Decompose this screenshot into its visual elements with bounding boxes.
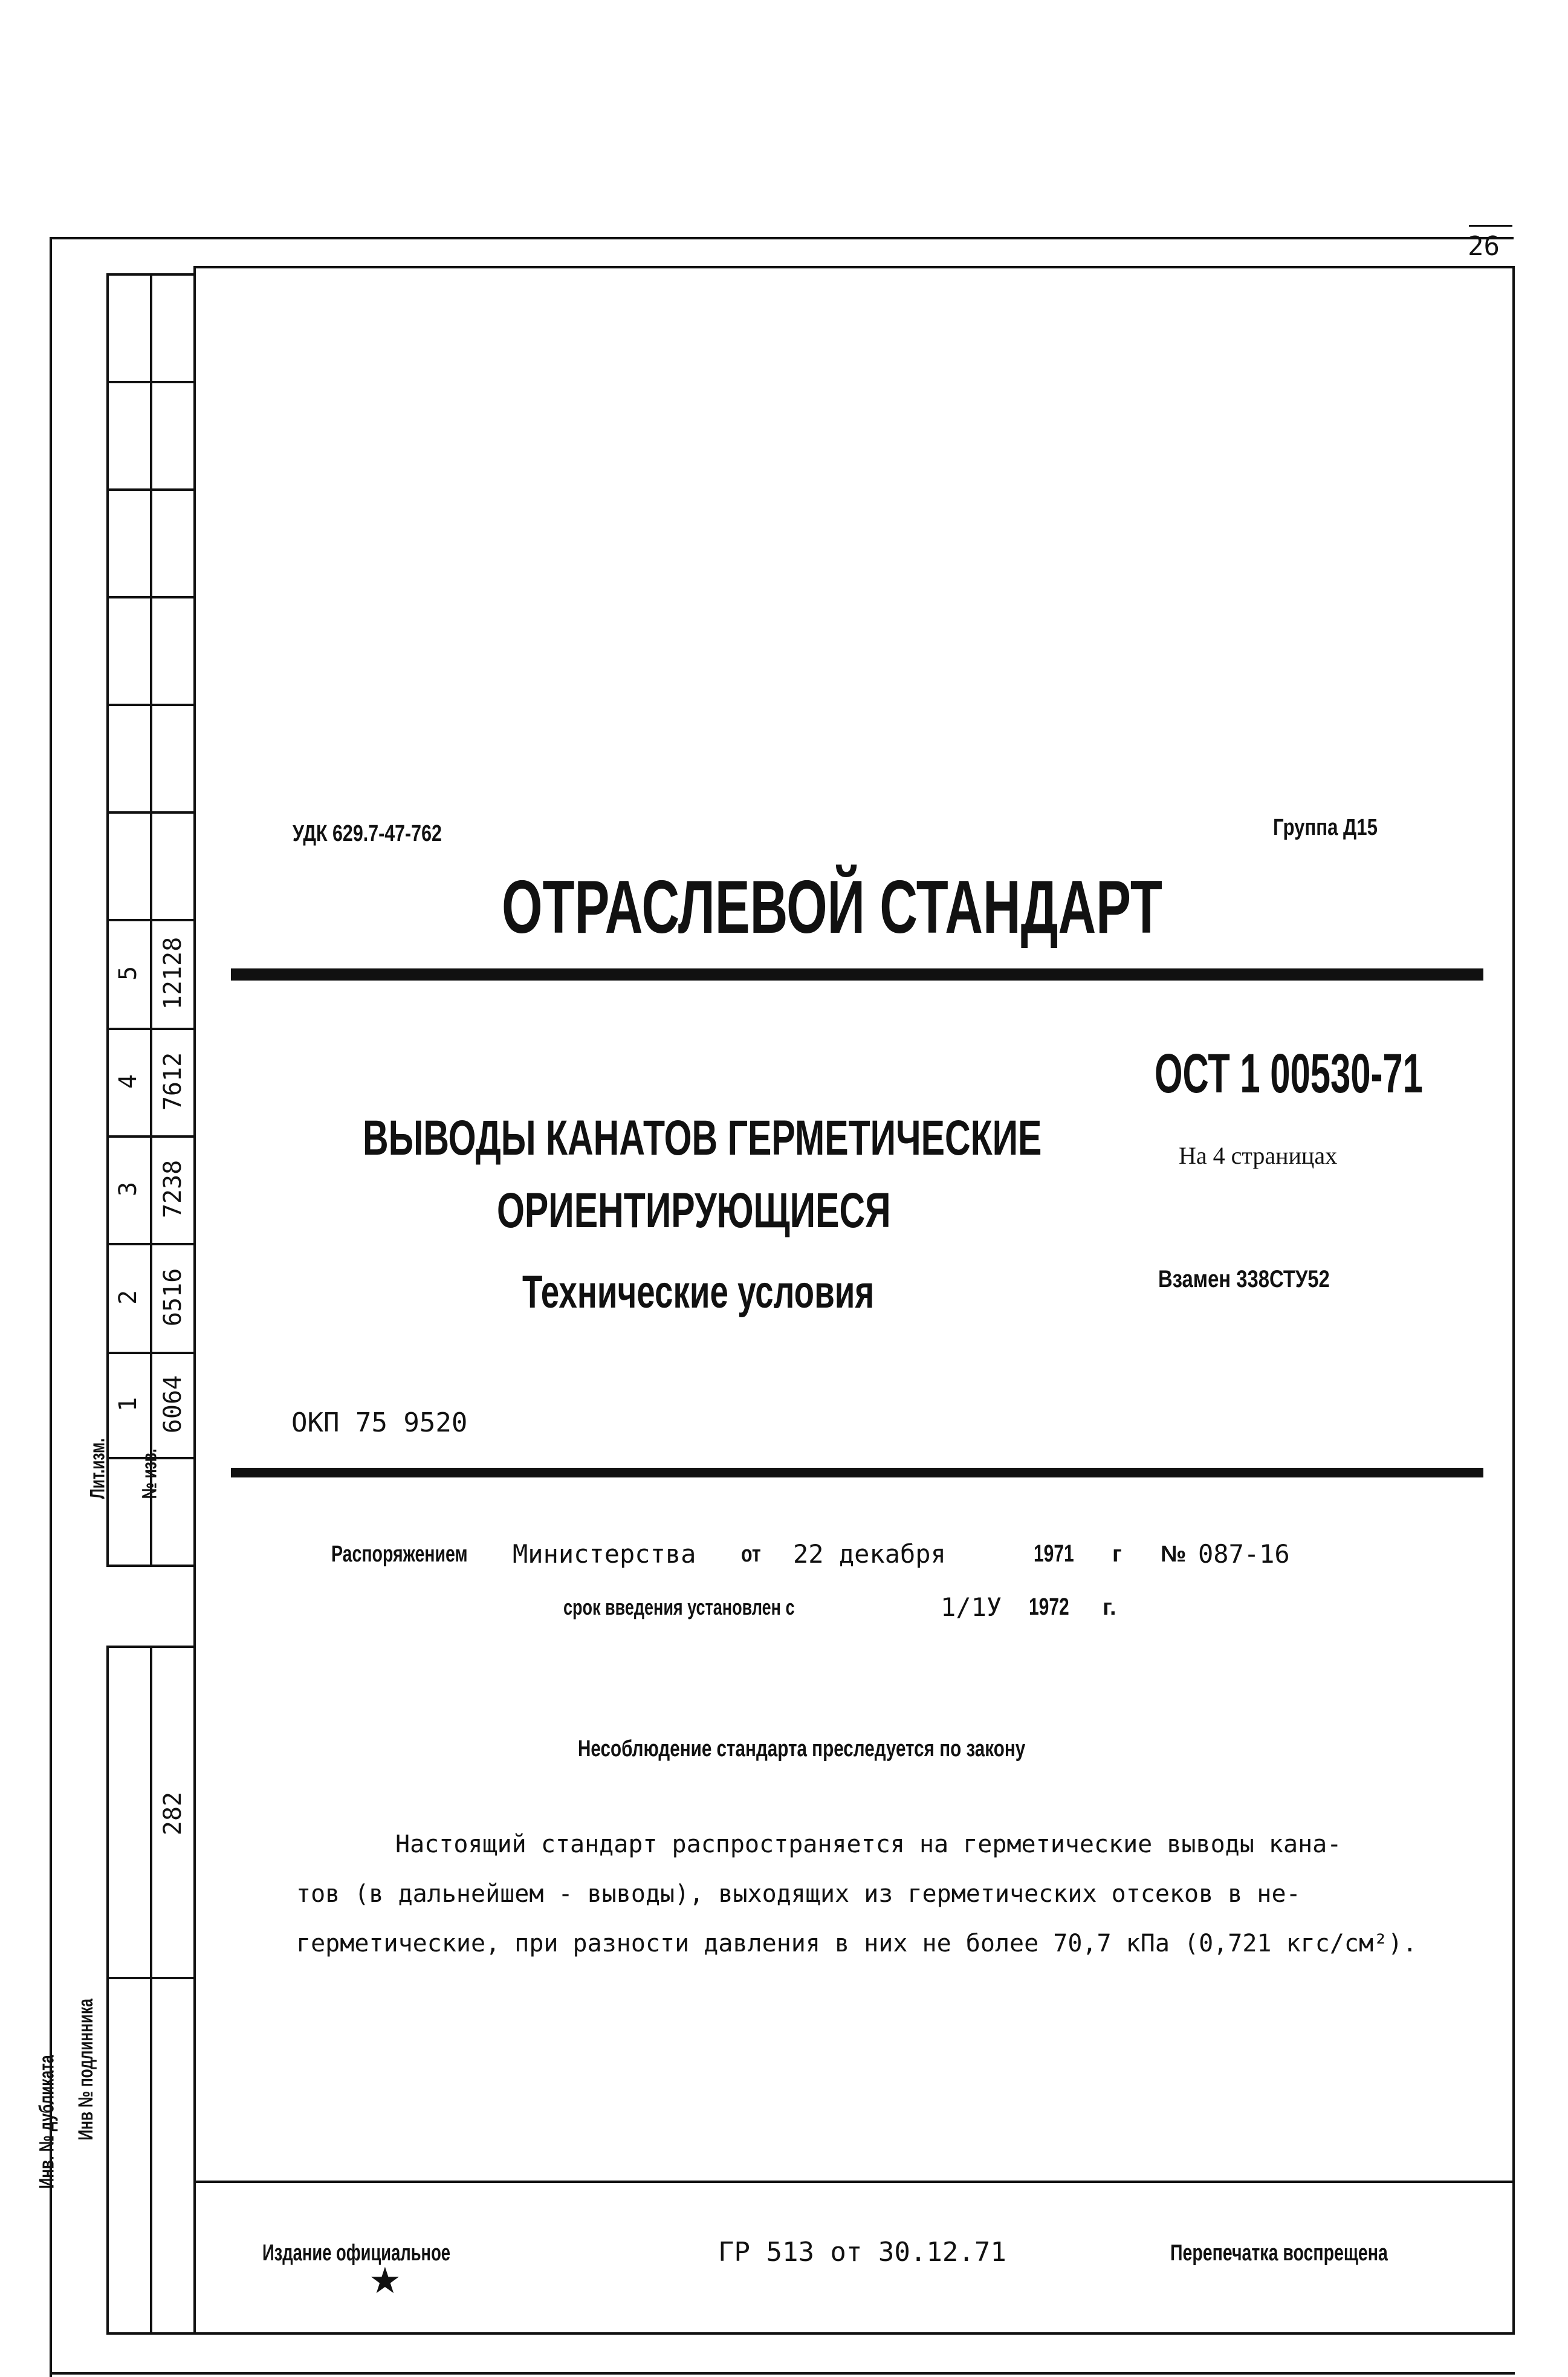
effective-suffix: г.: [1103, 1595, 1116, 1620]
original-inv-label: Инв № подлинника: [74, 1999, 98, 2141]
num-cell-1: 6064: [159, 1375, 187, 1434]
document-code: ОСТ 1 00530-71: [1155, 1043, 1423, 1104]
warning-text: Несоблюдение стандарта преследуется по закону: [578, 1736, 1026, 1762]
effective-year: 1972: [1029, 1594, 1069, 1620]
num-cell-3: 7238: [159, 1159, 187, 1219]
lit-header: Лит.изм.: [86, 1438, 109, 1499]
doc-title-line1: ВЫВОДЫ КАНАТОВ ГЕРМЕТИЧЕСКИЕ: [363, 1111, 1042, 1166]
pages-note: На 4 страницах: [1179, 1142, 1338, 1169]
order-year: 1971: [1034, 1540, 1074, 1567]
side-row-line: [106, 273, 193, 276]
inv-number: 282: [159, 1791, 187, 1836]
num-header: № изв.: [138, 1448, 161, 1499]
num-cell-2: 6516: [159, 1268, 187, 1327]
frame-inner-top-line: [193, 266, 1514, 268]
top-right-tick: [1469, 225, 1512, 227]
side-row-line: [106, 1028, 193, 1030]
side-row-line: [106, 1646, 193, 1648]
udk-line: [293, 821, 479, 847]
page-bottom-line: [50, 2372, 1515, 2375]
replaces-note: Взамен 338СТУ52: [1158, 1266, 1330, 1292]
lit-cell-2: 2: [114, 1289, 142, 1305]
registration-note: ГР 513 от 30.12.71: [718, 2237, 1006, 2268]
lit-cell-5: 5: [114, 965, 142, 981]
side-row-line: [106, 1135, 193, 1138]
side-row-line: [106, 811, 193, 814]
order-label: Распоряжением: [331, 1542, 468, 1567]
side-col-left-line-bottom: [106, 1646, 109, 2333]
side-row-line: [106, 381, 193, 383]
order-number-label: №: [1161, 1542, 1187, 1567]
page-number: 26: [1468, 231, 1500, 262]
order-number: 087-16: [1198, 1539, 1290, 1569]
side-row-line: [106, 1565, 193, 1567]
effective-date: 1/1У: [941, 1592, 1002, 1622]
reprint-note: Перепечатка воспрещена: [1170, 2240, 1388, 2266]
okp-code: ОКП 75 9520: [291, 1407, 468, 1438]
group-code: Группа Д15: [1273, 815, 1378, 840]
lit-cell-1: 1: [114, 1396, 142, 1412]
doc-title-line2: ОРИЕНТИРУЮЩИЕСЯ: [497, 1183, 891, 1238]
order-year-suffix: г: [1112, 1542, 1122, 1567]
num-cell-4: 7612: [159, 1052, 187, 1111]
order-ministry: Министерства: [513, 1539, 696, 1569]
body-line-3: герметические, при разности давления в них не более 70,7 кПа (0,721 кгс/см²).: [296, 1930, 1417, 1957]
group-line: [1273, 815, 1401, 841]
num-cell-5: 12128: [159, 936, 187, 1010]
side-row-line: [106, 488, 193, 491]
effective-label: срок введения установлен с: [563, 1595, 795, 1620]
doc-subtitle: Технические условия: [522, 1266, 875, 1318]
side-row-line: [106, 2332, 193, 2335]
udk-code: УДК 629.7-47-762: [293, 821, 442, 846]
body-line-1: Настоящий стандарт распространяется на герметические выводы кана-: [395, 1831, 1342, 1858]
side-col-mid-line-bottom: [150, 1646, 152, 2333]
order-date: 22 декабря: [793, 1539, 946, 1569]
side-row-line: [106, 596, 193, 598]
frame-bottom-line: [106, 2332, 1515, 2335]
side-row-line: [106, 1977, 193, 1979]
body-line-2: тов (в дальнейшем - выводы), выходящих из герметических отсеков в не-: [296, 1880, 1301, 1908]
duplicate-inv-label: Инв. № дубликата: [35, 2055, 59, 2189]
frame-top-line: [50, 237, 1514, 239]
side-row-line: [106, 1352, 193, 1354]
frame-right-line: [1512, 266, 1515, 2333]
mid-thick-rule: [231, 1468, 1483, 1477]
side-row-line: [106, 1243, 193, 1245]
star-icon: ★: [369, 2260, 401, 2302]
lit-cell-4: 4: [114, 1074, 142, 1089]
header-title: ОТРАСЛЕВОЙ СТАНДАРТ: [502, 866, 1162, 949]
order-from: от: [741, 1542, 761, 1567]
side-row-line: [106, 919, 193, 921]
top-thick-rule: [231, 968, 1483, 981]
lit-cell-3: 3: [114, 1181, 142, 1197]
frame-inner-left-line: [193, 266, 196, 2333]
edition-note: Издание официальное: [262, 2240, 450, 2266]
footer-top-line: [193, 2181, 1514, 2183]
side-row-line: [106, 704, 193, 706]
